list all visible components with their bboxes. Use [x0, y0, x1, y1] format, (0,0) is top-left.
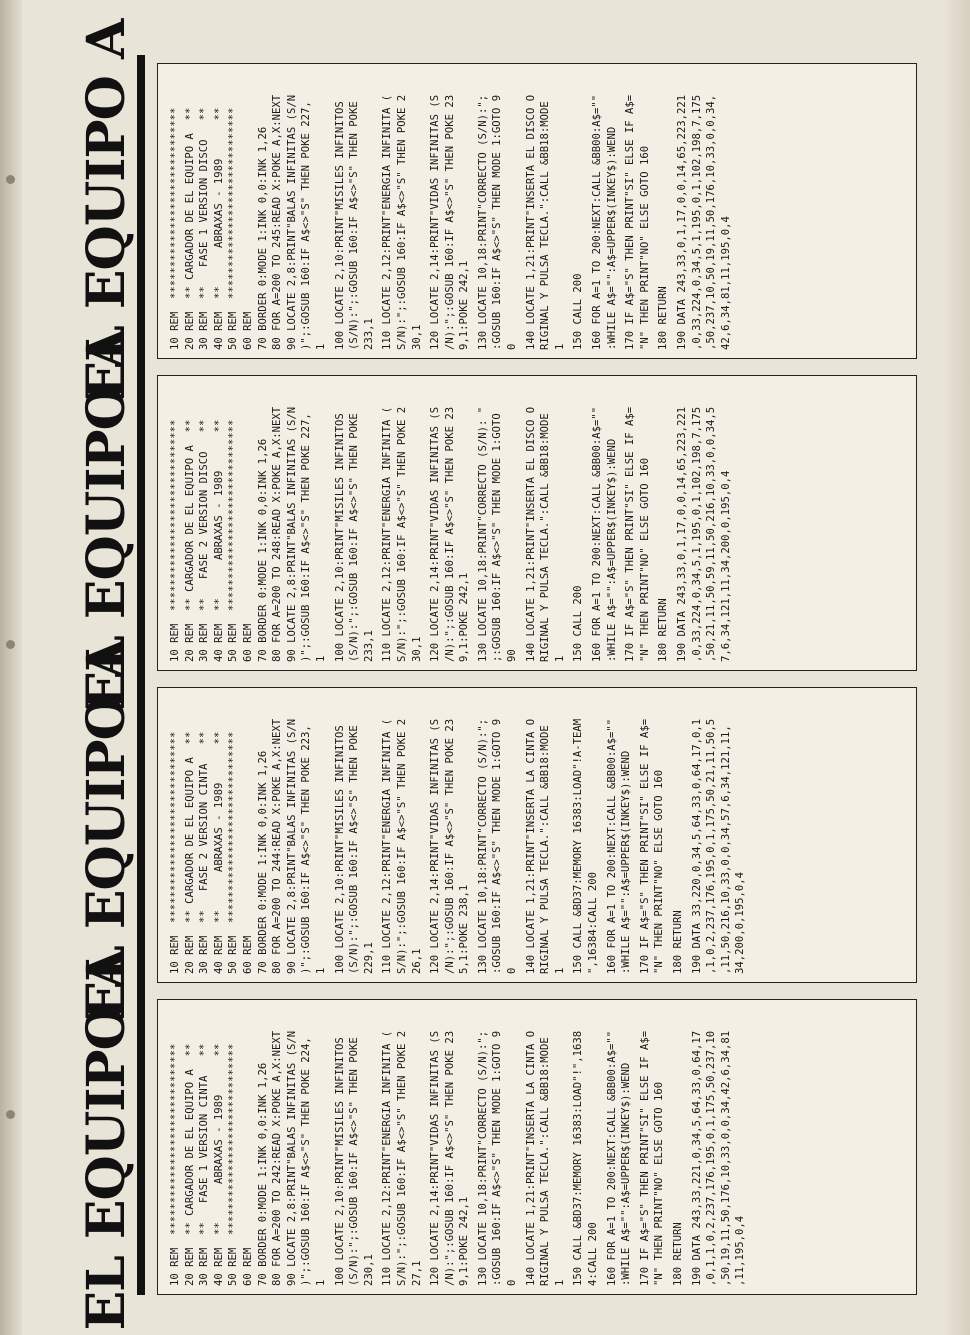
- code-line: ,50,21,11,50,59,11,50,216,10,33,0,0,34,5: [705, 406, 718, 662]
- code-line: 80 FOR A=200 TO 248:READ X:POKE A,X:NEXT: [271, 406, 284, 662]
- code-line: 80 FOR A=200 TO 244:READ X:POKE A,X:NEXT: [271, 718, 284, 974]
- code-line: 26,1: [410, 948, 423, 974]
- code-line: 170 IF A$="S" THEN PRINT"SI" ELSE IF A$=: [624, 406, 637, 662]
- code-line: 50 REM ******************************: [227, 419, 240, 662]
- code-line: 100 LOCATE 2,10:PRINT"MISILES INFINITOS: [333, 101, 346, 350]
- code-line: (S/N):";:GOSUB 160:IF A$<>"S" THEN POKE: [348, 725, 361, 974]
- code-line: RIGINAL Y PULSA TECLA.":CALL &BB18:MODE: [539, 101, 552, 350]
- code-line: :GOSUB 160:IF A$<>"S" THEN MODE 1:GOTO 9: [491, 94, 504, 350]
- code-line: 229,1: [362, 942, 375, 974]
- code-line: :WHILE A$="":A$=UPPER$(INKEY$):WEND: [605, 438, 618, 662]
- code-line: 160 FOR A=1 TO 200:NEXT:CALL &BB00:A$="": [591, 406, 604, 662]
- code-line: 42,6,34,81,11,195,0,4: [719, 216, 732, 350]
- code-line: 90 LOCATE 2,8:PRINT"BALAS INFINITAS (S/N: [285, 718, 298, 974]
- code-line: S/N):";:GOSUB 160:IF A$<>"S" THEN POKE 2: [395, 718, 408, 974]
- code-line: ,1,0,2,237,176,195,0,1,175,50,21,11,50,5: [705, 718, 718, 974]
- code-line: "N" THEN PRINT"NO" ELSE GOTO 160: [638, 145, 651, 350]
- code-line: 90 LOCATE 2,8:PRINT"BALAS INFINITAS (S/N: [285, 1030, 298, 1286]
- banner-title: EL EQUIPO A: [76, 949, 137, 1331]
- code-line: 100 LOCATE 2,10:PRINT"MISILES INFINITOS: [333, 1037, 346, 1286]
- code-line: 9,1:POKE 242,1: [458, 1196, 471, 1286]
- code-line: S/N):";:GOSUB 160:IF A$<>"S" THEN POKE 2: [395, 406, 408, 662]
- code-line: 60 REM: [241, 935, 254, 974]
- code-line: 110 LOCATE 2,12:PRINT"ENERGIA INFINITA (: [381, 1030, 394, 1286]
- code-line: 110 LOCATE 2,12:PRINT"ENERGIA INFINITA (: [381, 94, 394, 350]
- code-line: 20 REM ** CARGADOR DE EL EQUIPO A **: [183, 1043, 196, 1286]
- code-line: :WHILE A$="":A$=UPPER$(INKEY$):WEND: [620, 750, 633, 974]
- code-line: 50 REM ******************************: [227, 1043, 240, 1286]
- code-line: 150 CALL 200: [572, 273, 585, 350]
- code-line: 180 RETURN: [657, 286, 670, 350]
- code-line: 180 RETURN: [672, 1222, 684, 1286]
- code-line: 9,1:POKE 242,1: [458, 260, 471, 350]
- banner-title: EL EQUIPO A: [76, 639, 137, 1021]
- code-line: "N" THEN PRINT"NO" ELSE GOTO 160: [653, 769, 666, 974]
- binder-hole: [6, 175, 15, 184]
- code-line: 0: [506, 343, 519, 350]
- code-line: 30,1: [410, 324, 423, 350]
- code-line: 30 REM ** FASE 2 VERSION CINTA **: [198, 731, 211, 974]
- code-line: 150 CALL &BD37:MEMORY 16383:LOAD"!A-TEAM: [572, 718, 585, 974]
- code-line: 90: [506, 649, 519, 662]
- code-line: ,50,19,11,50,176,10,33,0,0,34,42,6,34,81: [719, 1030, 732, 1286]
- code-line: 140 LOCATE 1,21:PRINT"INSERTA LA CINTA O: [524, 718, 537, 974]
- code-line: 110 LOCATE 2,12:PRINT"ENERGIA INFINITA (: [381, 406, 394, 662]
- code-line: 230,1: [362, 1254, 375, 1286]
- code-line: ,0,33,224,0,34,5,1,195,0,1,102,198,7,175: [690, 94, 703, 350]
- code-line: 0: [506, 1279, 519, 1286]
- code-line: 9,1:POKE 242,1: [458, 572, 471, 662]
- code-line: 140 LOCATE 1,21:PRINT"INSERTA LA CINTA O: [524, 1030, 537, 1286]
- code-line: 90 LOCATE 2,8:PRINT"BALAS INFINITAS (S/N: [285, 406, 298, 662]
- code-line: 20 REM ** CARGADOR DE EL EQUIPO A **: [183, 107, 196, 350]
- code-line: 1: [553, 967, 566, 974]
- code-line: 4:CALL 200: [587, 1222, 600, 1286]
- code-line: 130 LOCATE 10,18:PRINT"CORRECTO (S/N):";: [476, 94, 489, 350]
- code-line: 190 DATA 243,33,0,1,17,0,0,14,65,223,221: [676, 94, 688, 350]
- code-line: S/N):";:GOSUB 160:IF A$<>"S" THEN POKE 2: [395, 94, 408, 350]
- code-line: RIGINAL Y PULSA TECLA.":CALL &BB18:MODE: [539, 413, 552, 662]
- code-line: 0: [506, 967, 519, 974]
- code-line: 80 FOR A=200 TO 242:READ X:POKE A,X:NEXT: [271, 1030, 284, 1286]
- code-line: 170 IF A$="S" THEN PRINT"SI" ELSE IF A$=: [638, 1030, 651, 1286]
- page-edge: [942, 0, 970, 1335]
- code-line: 160 FOR A=1 TO 200:NEXT:CALL &BB00:A$="": [591, 94, 604, 350]
- code-line: 160 FOR A=1 TO 200:NEXT:CALL &BB00:A$="": [605, 718, 618, 974]
- code-line: 34,200,0,195,0,4: [734, 871, 747, 974]
- code-line: 50 REM ******************************: [227, 107, 240, 350]
- code-line: ;:GOSUB 160:IF A$<>"S" THEN MODE 1:GOTO: [491, 413, 504, 662]
- listing-fase1-disco: [157, 63, 917, 359]
- code-line: (S/N):";:GOSUB 160:IF A$<>"S" THEN POKE: [348, 1037, 361, 1286]
- code-line: ,50,237,10,50,19,11,50,176,10,33,0,0,34,: [705, 94, 718, 350]
- code-line: 233,1: [362, 318, 375, 350]
- code-line: /N):";:GOSUB 160:IF A$<>"S" THEN POKE 23: [443, 94, 456, 350]
- code-line: 60 REM: [241, 623, 254, 662]
- listing-fase2-disco: [157, 375, 917, 671]
- binder-hole: [6, 640, 15, 649]
- code-line: )";:GOSUB 160:IF A$<>"S" THEN POKE 227,: [300, 413, 313, 662]
- code-line: 40 REM ** ABRAXAS - 1989 **: [212, 419, 225, 662]
- listing-fase1-cinta: [157, 999, 917, 1295]
- code-line: 1: [314, 1279, 327, 1286]
- code-line: 70 BORDER 0:MODE 1:INK 0,0:INK 1,26: [256, 1062, 269, 1286]
- code-line: 150 CALL &BD37:MEMORY 16383:LOAD"!",1638: [572, 1030, 585, 1286]
- code-line: 100 LOCATE 2,10:PRINT"MISILES INFINITOS: [333, 413, 346, 662]
- code-line: 70 BORDER 0:MODE 1:INK 0,0:INK 1,26: [256, 438, 269, 662]
- code-line: 170 IF A$="S" THEN PRINT"SI" ELSE IF A$=: [638, 718, 651, 974]
- code-line: )";:GOSUB 160:IF A$<>"S" THEN POKE 227,: [300, 101, 313, 350]
- code-line: 10 REM ******************************: [169, 419, 181, 662]
- banner-title: EL EQUIPO A: [76, 329, 137, 711]
- code-line: 10 REM ******************************: [169, 1043, 181, 1286]
- code-line: :WHILE A$="":A$=UPPER$(INKEY$):WEND: [605, 126, 618, 350]
- code-line: ,0,33,224,0,34,5,1,195,0,1,102,198,7,175: [690, 406, 703, 662]
- code-line: 140 LOCATE 1,21:PRINT"INSERTA EL DISCO O: [524, 94, 537, 350]
- code-line: 20 REM ** CARGADOR DE EL EQUIPO A **: [183, 731, 196, 974]
- code-line: 1: [314, 967, 327, 974]
- code-line: 7,6,34,121,11,34,200,0,195,0,4: [719, 470, 732, 662]
- code-line: ,11,195,0,4: [734, 1215, 747, 1286]
- code-line: 30,1: [410, 636, 423, 662]
- code-line: 30 REM ** FASE 1 VERSION DISCO **: [198, 107, 211, 350]
- code-line: ,11,50,216,10,33,0,0,34,57,6,34,121,11,: [719, 725, 732, 974]
- code-line: 10 REM ******************************: [169, 731, 181, 974]
- code-line: "N" THEN PRINT"NO" ELSE GOTO 160: [653, 1081, 666, 1286]
- code-line: 190 DATA 243,33,0,1,17,0,0,14,65,223,221: [676, 406, 688, 662]
- code-line: 1: [553, 655, 566, 662]
- code-line: /N):";:GOSUB 160:IF A$<>"S" THEN POKE 23: [443, 718, 456, 974]
- code-line: 190 DATA 243,33,221,0,34,5,64,33,0,64,17: [690, 1030, 703, 1286]
- code-line: 1: [314, 343, 327, 350]
- code-line: 90 LOCATE 2,8:PRINT"BALAS INFINITAS (S/N: [285, 94, 298, 350]
- code-line: (S/N):";:GOSUB 160:IF A$<>"S" THEN POKE: [348, 413, 361, 662]
- page-binding-shadow: [0, 0, 22, 1335]
- code-line: 40 REM ** ABRAXAS - 1989 **: [212, 1043, 225, 1286]
- code-line: 170 IF A$="S" THEN PRINT"SI" ELSE IF A$=: [624, 94, 637, 350]
- code-line: /N):";:GOSUB 160:IF A$<>"S" THEN POKE 23: [443, 1030, 456, 1286]
- listing-fase2-cinta: [157, 687, 917, 983]
- code-line: 180 RETURN: [672, 910, 684, 974]
- code-line: :WHILE A$="":A$=UPPER$(INKEY$):WEND: [620, 1062, 633, 1286]
- code-line: 140 LOCATE 1,21:PRINT"INSERTA EL DISCO O: [524, 406, 537, 662]
- code-line: 30 REM ** FASE 1 VERSION CINTA **: [198, 1043, 211, 1286]
- code-line: :GOSUB 160:IF A$<>"S" THEN MODE 1:GOTO 9: [491, 718, 504, 974]
- code-line: ,0,1,1,0,2,237,176,195,0,1,175,50,237,10: [705, 1030, 718, 1286]
- code-line: 120 LOCATE 2,14:PRINT"VIDAS INFINITAS (S: [429, 718, 442, 974]
- rotated-magazine-page: [45, 19, 925, 1331]
- code-line: :GOSUB 160:IF A$<>"S" THEN MODE 1:GOTO 9: [491, 1030, 504, 1286]
- code-line: 40 REM ** ABRAXAS - 1989 **: [212, 731, 225, 974]
- code-line: 233,1: [362, 630, 375, 662]
- code-line: RIGINAL Y PULSA TECLA.":CALL &BB18:MODE: [539, 725, 552, 974]
- code-line: 160 FOR A=1 TO 200:NEXT:CALL &BB00:A$="": [605, 1030, 618, 1286]
- code-line: 130 LOCATE 10,18:PRINT"CORRECTO (S/N): ": [476, 406, 489, 662]
- code-line: 10 REM ******************************: [169, 107, 181, 350]
- code-line: RIGINAL Y PULSA TECLA.":CALL &BB18:MODE: [539, 1037, 552, 1286]
- banner-title: EL EQUIPO A: [76, 19, 137, 401]
- code-line: 130 LOCATE 10,18:PRINT"CORRECTO (S/N):";: [476, 718, 489, 974]
- code-line: 1: [553, 343, 566, 350]
- code-line: 60 REM: [241, 1247, 254, 1286]
- code-line: ",16384:CALL 200: [587, 871, 600, 974]
- code-line: 180 RETURN: [657, 598, 670, 662]
- code-line: 150 CALL 200: [572, 585, 585, 662]
- code-line: 70 BORDER 0:MODE 1:INK 0,0:INK 1,26: [256, 126, 269, 350]
- code-line: 120 LOCATE 2,14:PRINT"VIDAS INFINITAS (S: [429, 1030, 442, 1286]
- code-line: "N" THEN PRINT"NO" ELSE GOTO 160: [638, 457, 651, 662]
- code-line: 1: [553, 1279, 566, 1286]
- code-line: 27,1: [410, 1260, 423, 1286]
- binder-hole: [6, 1110, 15, 1119]
- code-line: 1: [314, 655, 327, 662]
- code-line: 120 LOCATE 2,14:PRINT"VIDAS INFINITAS (S: [429, 94, 442, 350]
- banner: [45, 19, 137, 1331]
- code-line: /N):";:GOSUB 160:IF A$<>"S" THEN POKE 23: [443, 406, 456, 662]
- code-line: )";:GOSUB 160:IF A$<>"S" THEN POKE 223,: [300, 725, 313, 974]
- code-line: 120 LOCATE 2,14:PRINT"VIDAS INFINITAS (S: [429, 406, 442, 662]
- code-line: )";:GOSUB 160:IF A$<>"S" THEN POKE 224,: [300, 1037, 313, 1286]
- code-line: 50 REM ******************************: [227, 731, 240, 974]
- code-line: 20 REM ** CARGADOR DE EL EQUIPO A **: [183, 419, 196, 662]
- code-line: 40 REM ** ABRAXAS - 1989 **: [212, 107, 225, 350]
- code-line: 70 BORDER 0:MODE 1:INK 0,0:INK 1,26: [256, 750, 269, 974]
- code-line: (S/N):";:GOSUB 160:IF A$<>"S" THEN POKE: [348, 101, 361, 350]
- code-line: 100 LOCATE 2,10:PRINT"MISILES INFINITOS: [333, 725, 346, 974]
- code-line: 190 DATA 33,220,0,34,5,64,33,0,64,17,0,1: [690, 718, 703, 974]
- code-line: S/N):";:GOSUB 160:IF A$<>"S" THEN POKE 2: [395, 1030, 408, 1286]
- banner-rule: [137, 55, 145, 1295]
- code-line: 80 FOR A=200 TO 245:READ X:POKE A,X:NEXT: [271, 94, 284, 350]
- code-line: 110 LOCATE 2,12:PRINT"ENERGIA INFINITA (: [381, 718, 394, 974]
- code-line: 30 REM ** FASE 2 VERSION DISCO **: [198, 419, 211, 662]
- code-line: 60 REM: [241, 311, 254, 350]
- code-line: 130 LOCATE 10,18:PRINT"CORRECTO (S/N):";: [476, 1030, 489, 1286]
- code-line: 5,1:POKE 238,1: [458, 884, 471, 974]
